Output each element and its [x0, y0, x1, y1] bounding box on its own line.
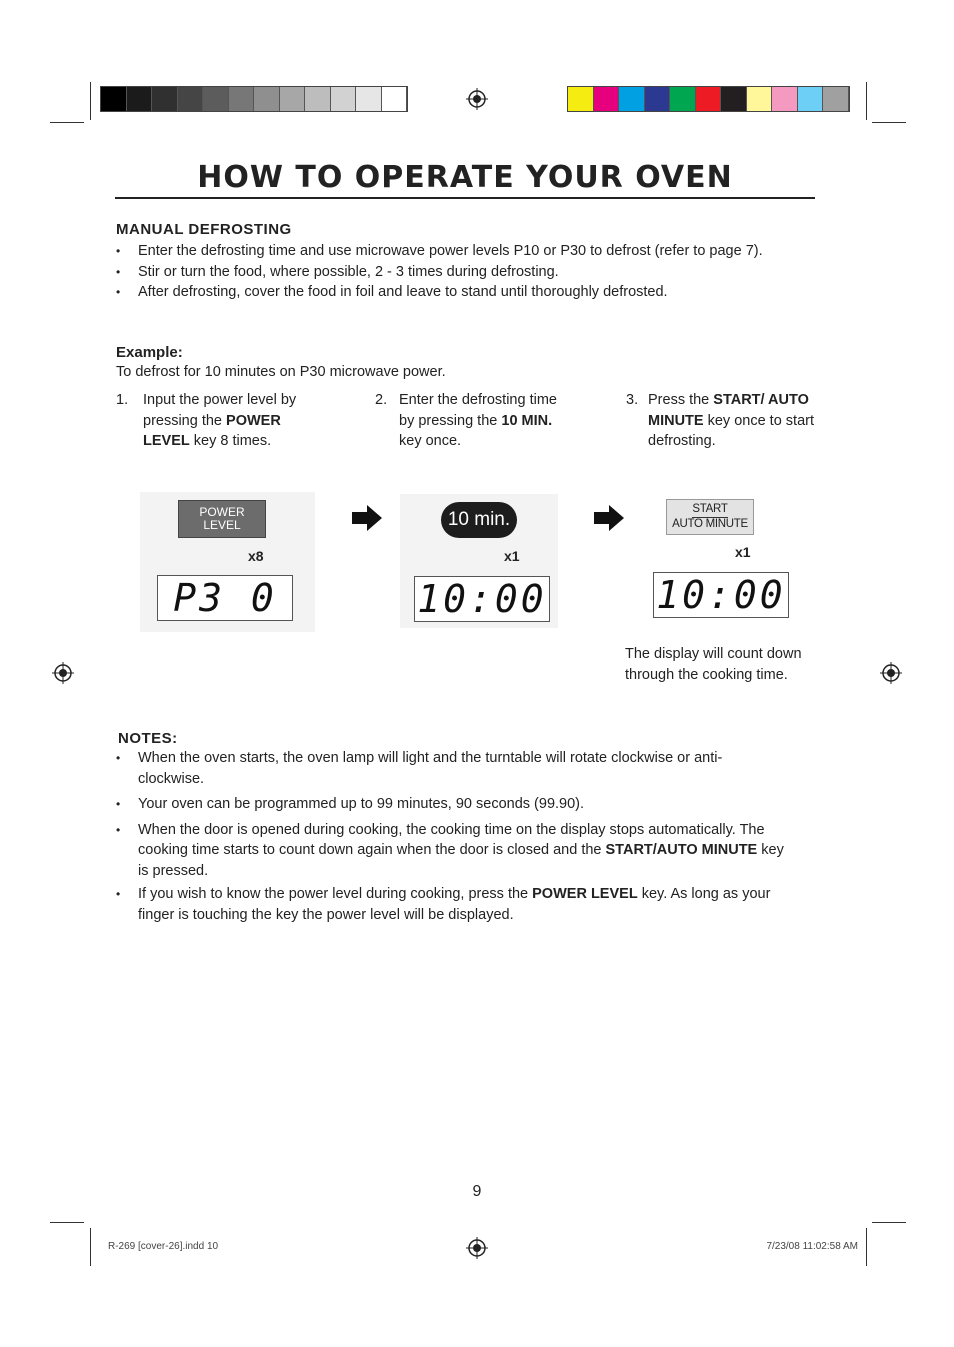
list-item [116, 748, 786, 789]
title-underline [115, 197, 815, 199]
list-item: • Stir or turn the food, where possible, 2 - 3 times during defrosting. [116, 262, 836, 283]
color-swatch [229, 87, 255, 111]
arrow-right-icon [352, 505, 382, 531]
footer-timestamp: 7/23/08 11:02:58 AM [766, 1241, 858, 1252]
step-text: key once to start defrosting. [648, 412, 815, 449]
color-swatch [823, 87, 849, 111]
color-swatch [619, 87, 645, 111]
press-count: x1 [735, 544, 751, 560]
step-text: Press the [648, 392, 714, 408]
note-text: When the door is opened during cooking, the cooking time on the display stops automatically. The cooking time starts to count down again when the door is closed and the [138, 821, 765, 858]
registration-mark-icon [52, 662, 74, 684]
color-swatch [178, 87, 204, 111]
registration-mark-icon [466, 1237, 488, 1259]
defrosting-bullet-list [116, 241, 836, 303]
page-title: HOW TO OPERATE YOUR OVEN [197, 160, 733, 195]
list-item: • After defrosting, cover the food in foil and leave to stand until thoroughly defrosted. [116, 282, 836, 303]
note-text: key. As long as your finger is touching the key the power level will be displayed. [138, 886, 771, 923]
color-swatch [356, 87, 382, 111]
crop-mark [866, 82, 867, 120]
color-swatch [670, 87, 696, 111]
list-item: • Enter the defrosting time and use microwave power levels P10 or P30 to defrost (refer to page 7). [116, 241, 836, 262]
arrow-right-icon [594, 505, 624, 531]
registration-mark-icon [466, 88, 488, 110]
color-swatch [645, 87, 671, 111]
press-count: x1 [504, 548, 520, 564]
step-key-name: 10 MIN. [501, 412, 553, 429]
ten-min-key: 10 min. [441, 502, 517, 538]
color-swatch [772, 87, 798, 111]
step-key-name: START/ AUTO MINUTE [648, 392, 809, 429]
step-number: 1. [116, 392, 129, 408]
crop-mark [872, 1222, 906, 1223]
step-1 [116, 390, 316, 452]
step-text: Enter the defrosting time by pressing the [399, 392, 557, 429]
color-swatch [696, 87, 722, 111]
step-3 [626, 390, 816, 452]
list-item [116, 794, 786, 815]
step-2 [375, 390, 575, 452]
note-text: If you wish to know the power level during cooking, press the [138, 886, 533, 902]
crop-mark [90, 1228, 91, 1266]
footer-file-name: R-269 [cover-26].indd 10 [108, 1241, 219, 1252]
color-swatch [254, 87, 280, 111]
note-text: key is pressed. [138, 842, 784, 879]
color-swatch [127, 87, 153, 111]
power-level-key [178, 500, 266, 538]
note-text: Your oven can be programmed up to 99 minutes, 90 seconds (99.90). [138, 796, 585, 812]
color-swatch [203, 87, 229, 111]
gray-color-bar [100, 86, 408, 112]
example-heading: Example: [116, 344, 183, 361]
color-swatch [798, 87, 824, 111]
key-label: START [692, 503, 727, 518]
step-text: Input the power level by pressing the [143, 392, 297, 429]
lcd-display: 10:00 [653, 572, 789, 618]
color-swatch [594, 87, 620, 111]
page-number: 9 [472, 1183, 482, 1200]
example-text: To defrost for 10 minutes on P30 microwave power. [116, 364, 446, 380]
registration-mark-icon [880, 662, 902, 684]
step-key-name: POWER LEVEL [143, 412, 281, 449]
color-bar [567, 86, 850, 112]
crop-mark [872, 122, 906, 123]
notes-heading: NOTES: [118, 730, 178, 747]
color-swatch [382, 87, 408, 111]
color-swatch [331, 87, 357, 111]
lcd-display: P3 0 [157, 575, 293, 621]
note-key-name: START/AUTO MINUTE [605, 842, 758, 858]
step-number: 3. [626, 392, 639, 408]
lcd-display: 10:00 [414, 576, 550, 622]
color-swatch [305, 87, 331, 111]
color-swatch [280, 87, 306, 111]
key-label: LEVEL [203, 518, 241, 532]
step-text: key once. [399, 433, 462, 449]
key-label: POWER [199, 505, 245, 519]
crop-mark [50, 1222, 84, 1223]
list-item [116, 820, 786, 882]
notes-list [116, 748, 786, 925]
list-item [116, 884, 786, 925]
crop-mark [866, 1228, 867, 1266]
color-swatch [101, 87, 127, 111]
count-down-note: The display will count down through the cooking time. [625, 646, 802, 683]
start-auto-minute-key [666, 499, 754, 535]
color-swatch [721, 87, 747, 111]
note-text: When the oven starts, the oven lamp will light and the turntable will rotate clockwise or anti-clockwise. [138, 750, 723, 787]
key-label: AUTO MINUTE [672, 518, 748, 530]
step-text: key 8 times. [189, 433, 272, 449]
note-key-name: POWER LEVEL [532, 886, 638, 902]
step-number: 2. [375, 392, 388, 408]
color-swatch [568, 87, 594, 111]
crop-mark [90, 82, 91, 120]
color-swatch [747, 87, 773, 111]
crop-mark [50, 122, 84, 123]
manual-defrosting-heading: MANUAL DEFROSTING [116, 221, 292, 238]
press-count: x8 [248, 548, 264, 564]
color-swatch [152, 87, 178, 111]
